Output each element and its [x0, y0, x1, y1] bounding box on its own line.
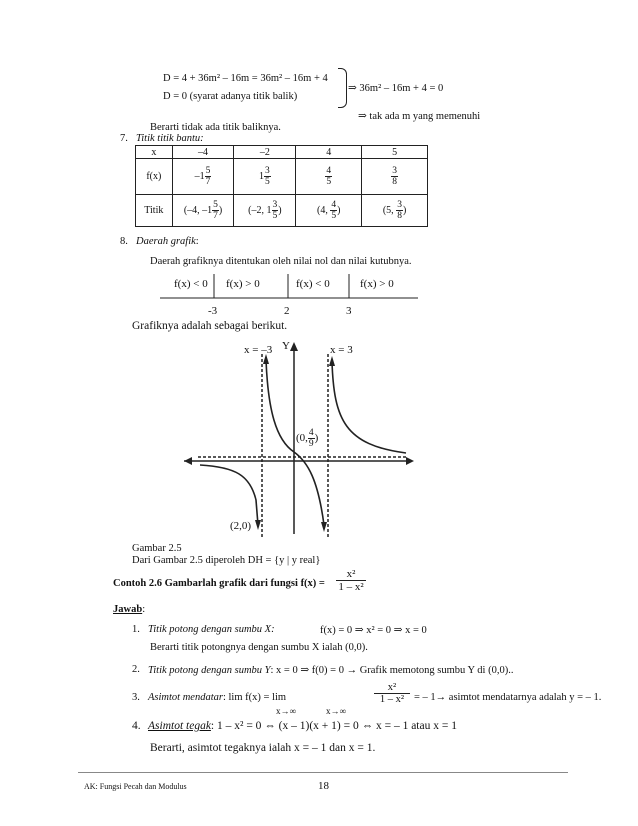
equation-condition: D = 0 (syarat adanya titik balik) [163, 91, 298, 102]
sign-diagram [160, 270, 420, 310]
footer-divider [78, 772, 568, 773]
item8-title: Daerah grafik [136, 236, 196, 247]
page-number: 18 [318, 780, 329, 792]
table-cell: $\frac{3}{8}$ [362, 159, 428, 195]
step-line [148, 692, 286, 703]
step-note: Berarti, asimtot tegaknya ialah x = – 1 dan x = 1. [150, 742, 376, 754]
sign-point: 2 [284, 305, 290, 317]
sign-label: f(x) < 0 [296, 278, 330, 290]
footer-text: AK: Fungsi Pecah dan Modulus [84, 782, 187, 791]
y-axis-label: Y [282, 340, 290, 352]
curve-right-branch [332, 362, 406, 453]
answer-label: Jawab [113, 604, 143, 615]
table-cell: (5, $\frac{3}{8}$ ) [362, 195, 428, 227]
curve-arrow [321, 522, 327, 532]
equation-discriminant: D = 4 + 36m² – 16m = 36m² – 16m + 4 [163, 73, 328, 84]
item7-number: 7. [120, 133, 128, 144]
table-cell: (–4, –1 $\frac{5}{7}$ ) [172, 195, 234, 227]
step-equation: : lim f(x) = lim [222, 692, 287, 703]
x-axis-arrow-left [184, 457, 192, 465]
x-axis-arrow-right [406, 457, 414, 465]
example-fraction [336, 568, 366, 593]
equation-implies: ⇒ 36m² – 16m + 4 = 0 [348, 83, 444, 94]
step-number: 3. [132, 692, 140, 703]
sign-label: f(x) > 0 [226, 278, 260, 290]
step-label: Titik potong dengan sumbu X: [148, 624, 275, 635]
table-cell: –1 $\frac{5}{7}$ [172, 159, 234, 195]
step-line [148, 720, 457, 732]
conclusion-text: Berarti tidak ada titik baliknya. [150, 122, 281, 133]
step-equation: f(x) = 0 ⇒ x² = 0 ⇒ x = 0 [320, 625, 427, 636]
limit-subscript: x→∞ [276, 706, 296, 716]
step-label: Asimtot mendatar [148, 692, 223, 703]
limit-subscript: x→∞ [326, 706, 346, 716]
table-cell: 1 $\frac{3}{5}$ [234, 159, 296, 195]
step-note: Berarti titik potongnya dengan sumbu X ialah (0,0). [150, 642, 368, 653]
table-cell: (–2, 1 $\frac{3}{5}$ ) [234, 195, 296, 227]
answer-colon: : [142, 604, 146, 615]
item8-heading [136, 236, 199, 247]
step-equation: : 1 – x² = 0 ⇔ (x – 1)(x + 1) = 0 ⇔ x = – 1 atau x = 1 [210, 720, 457, 732]
answer-heading [113, 604, 145, 615]
limit-numerator: x² [374, 682, 410, 694]
step-number: 1. [132, 624, 140, 635]
table-row [136, 146, 428, 159]
item7-title: Titik titik bantu: [136, 133, 204, 144]
table-header: –2 [234, 146, 296, 159]
table-header: 4 [296, 146, 362, 159]
step-line [148, 664, 513, 676]
point2-label: (2,0) [230, 520, 252, 532]
figure-caption-text: Dari Gambar 2.5 diperoleh DH = {y | y real} [132, 555, 321, 566]
step-number: 4. [132, 720, 141, 732]
step-equation: = – 1→ asimtot mendatarnya adalah y = – 1. [414, 692, 602, 703]
example-numerator: x² [336, 568, 366, 581]
sign-label: f(x) > 0 [360, 278, 394, 290]
sign-point: 3 [346, 305, 352, 317]
table-cell: Titik [136, 195, 173, 227]
step-number: 2. [132, 664, 140, 675]
graph-intro: Grafiknya adalah sebagai berikut. [132, 320, 288, 332]
step-label: Titik potong dengan sumbu Y [148, 665, 271, 676]
asymptote-right-label: x = 3 [330, 344, 353, 356]
item8-description: Daerah grafiknya ditentukan oleh nilai nol dan nilai kutubnya. [150, 256, 412, 267]
table-row [136, 195, 428, 227]
y-axis-arrow [290, 342, 298, 351]
curve-left-branch [200, 465, 258, 525]
point-label: (0, $\frac{4}{9}$ ) [296, 428, 319, 449]
item8-colon: : [195, 236, 199, 247]
table-header: x [136, 146, 173, 159]
sign-point: -3 [208, 305, 218, 317]
limit-denominator: 1 – x² [379, 694, 405, 705]
limit-fraction [374, 682, 410, 705]
step-label: Asimtot tegak [148, 720, 211, 732]
figure-caption: Gambar 2.5 [132, 543, 182, 554]
brace [338, 68, 347, 108]
points-table [135, 145, 428, 227]
example-denominator: 1 – x² [338, 581, 364, 593]
table-cell: (4, $\frac{4}{5}$ ) [296, 195, 362, 227]
sign-label: f(x) < 0 [174, 278, 208, 290]
table-cell: $\frac{4}{5}$ [296, 159, 362, 195]
step-equation: : x = 0 ⇒ f(0) = 0 → Grafik memotong sumbu Y di (0,0).. [270, 665, 514, 676]
asymptote-left-label: x = –3 [244, 344, 273, 356]
equation-no-solution: ⇒ tak ada m yang memenuhi [358, 111, 481, 122]
table-cell: f(x) [136, 159, 173, 195]
curve-arrow [329, 356, 335, 366]
table-row [136, 159, 428, 195]
table-header: –4 [172, 146, 234, 159]
example-title: Contoh 2.6 Gambarlah grafik dari fungsi f(x) = [113, 578, 325, 589]
item8-number: 8. [120, 236, 128, 247]
curve-arrow [255, 520, 261, 530]
table-header: 5 [362, 146, 428, 159]
